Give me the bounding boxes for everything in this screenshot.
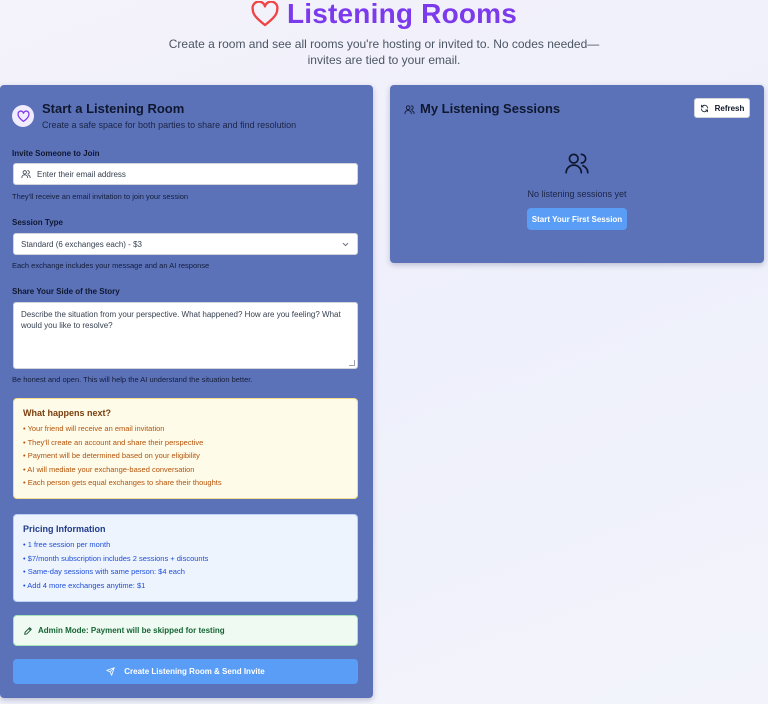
send-icon [106, 667, 115, 676]
sessions-title: My Listening Sessions [420, 101, 561, 116]
start-first-session-button[interactable] [527, 208, 627, 230]
create-room-button-label: Create Listening Room & Send Invite [124, 667, 265, 676]
page-subtitle: Create a room and see all rooms you're hosting or invited to. No codes needed— invites are tied to your email. [168, 37, 600, 67]
refresh-button-label: Refresh [714, 103, 745, 113]
session-type-label: Session Type [12, 218, 63, 227]
list-item: • Add 4 more exchanges anytime: $1 [23, 580, 146, 590]
heart-icon [251, 1, 279, 27]
story-placeholder: Describe the situation from your perspective. What happened? How are you feeling? What would you like to resolve? [21, 310, 341, 330]
page-title: Listening Rooms [286, 0, 518, 29]
invite-help: They'll receive an email invitation to join your session [12, 192, 189, 201]
story-textarea[interactable] [13, 302, 358, 369]
create-room-title: Start a Listening Room [42, 101, 185, 116]
resize-handle[interactable] [349, 360, 355, 366]
story-help: Be honest and open. This will help the AI understand the situation better. [12, 375, 253, 384]
list-item: • AI will mediate your exchange-based conversation [23, 464, 195, 474]
pricing-title: Pricing Information [23, 524, 106, 534]
session-type-select[interactable] [13, 233, 358, 255]
pricing-box [13, 514, 358, 602]
title-row [0, 0, 768, 30]
refresh-button[interactable] [694, 98, 750, 118]
admin-mode-notice [13, 615, 358, 646]
sessions-card [390, 85, 764, 263]
list-item: • 1 free session per month [23, 540, 111, 549]
next-steps-title: What happens next? [23, 408, 112, 418]
email-input[interactable] [13, 163, 358, 185]
chevron-down-icon [341, 240, 350, 249]
user-icon [21, 169, 31, 179]
heart-badge [12, 105, 34, 127]
start-first-session-label: Start Your First Session [531, 214, 623, 224]
admin-mode-text: Admin Mode: Payment will be skipped for testing [38, 626, 225, 635]
list-item: • Your friend will receive an email invitation [23, 424, 165, 433]
refresh-icon [700, 104, 709, 113]
list-item: • $7/month subscription includes 2 sessions + discounts [23, 553, 209, 563]
create-room-button[interactable] [13, 659, 358, 684]
create-room-subtitle: Create a safe space for both parties to share and find resolution [42, 120, 297, 130]
users-icon [404, 104, 415, 115]
session-type-value: Standard (6 exchanges each) - $3 [21, 239, 142, 249]
list-item: • Payment will be determined based on your eligibility [23, 451, 200, 460]
invite-label: Invite Someone to Join [12, 149, 100, 158]
list-item: • They'll create an account and share their perspective [23, 437, 204, 447]
email-placeholder: Enter their email address [37, 169, 126, 179]
create-room-header [12, 101, 296, 130]
list-item: • Each person gets equal exchanges to share their thoughts [23, 478, 222, 487]
users-icon [564, 150, 590, 176]
next-steps-box [13, 398, 358, 499]
sessions-header [404, 101, 560, 117]
empty-state-text: No listening sessions yet [527, 189, 627, 199]
pencil-icon [23, 626, 33, 636]
heart-icon [17, 110, 30, 123]
story-label: Share Your Side of the Story [12, 287, 120, 296]
list-item: • Same-day sessions with same person: $4 each [23, 567, 185, 576]
session-type-help: Each exchange includes your message and an AI response [12, 261, 210, 270]
